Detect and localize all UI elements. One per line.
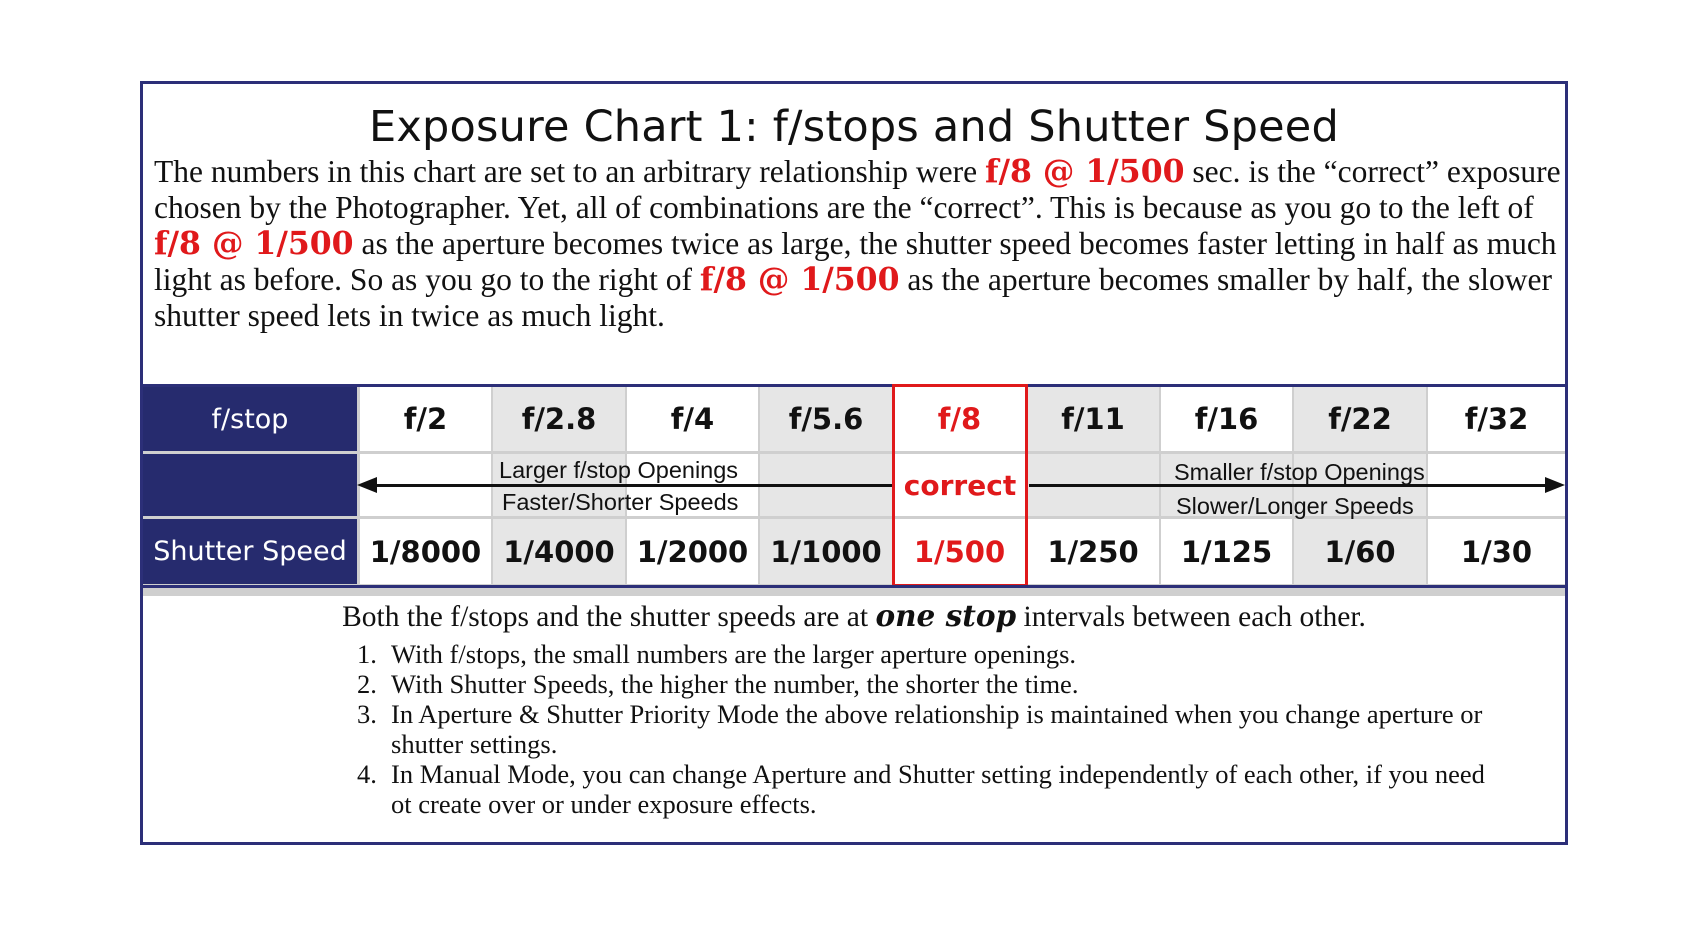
list-item xyxy=(357,699,1507,759)
shutter-speed-cell: 1/60 xyxy=(1294,519,1426,584)
footer-lead-a: Both the f/stops and the shutter speeds are at xyxy=(342,601,869,633)
shutter-speed-cell: 1/125 xyxy=(1161,519,1292,584)
list-item-number: 3. xyxy=(357,699,377,729)
list-item-text: With f/stops, the small numbers are the larger aperture openings. xyxy=(391,639,1077,669)
list-item-text: In Manual Mode, you can change Aperture and Shutter setting independently of each other, if you need ot create over or under exposure effects. xyxy=(391,759,1485,819)
fstop-cell: f/5.6 xyxy=(760,387,892,451)
list-item-number: 2. xyxy=(357,669,377,699)
intro-text-1: The numbers in this chart are set to an arbitrary relationship were xyxy=(154,154,978,189)
fstop-cell: f/2 xyxy=(360,387,491,451)
shutter-speed-cell: 1/30 xyxy=(1428,519,1565,584)
exposure-chart-frame xyxy=(140,81,1568,845)
shutter-speed-cell: 1/8000 xyxy=(360,519,491,584)
fstop-cell: f/32 xyxy=(1428,387,1565,451)
intro-text-4: as the aperture becomes smaller by half, the slower shutter speed lets in twice as much light. xyxy=(154,262,1553,333)
left-bottom-label: Faster/Shorter Speeds xyxy=(502,489,739,515)
footer-notes xyxy=(143,598,1565,819)
list-item-number: 1. xyxy=(357,639,377,669)
right-arrowhead-icon xyxy=(1545,476,1565,494)
left-top-label: Larger f/stop Openings xyxy=(499,457,739,483)
right-top-label: Smaller f/stop Openings xyxy=(1174,459,1425,485)
list-item xyxy=(357,669,1507,699)
shutter-speed-cell: 1/4000 xyxy=(493,519,625,584)
shutter-speed-cell: 1/2000 xyxy=(627,519,758,584)
row-header-shutter-speed: Shutter Speed xyxy=(143,519,357,584)
list-item-text: With Shutter Speeds, the higher the number, the shorter the time. xyxy=(391,669,1079,699)
fstop-cell: f/4 xyxy=(627,387,758,451)
list-item xyxy=(357,759,1507,819)
exposure-table xyxy=(143,386,1565,596)
intro-paragraph xyxy=(154,154,1564,334)
highlight-correct-1: f/8 @ 1/500 xyxy=(984,153,1185,190)
row-header-blank xyxy=(143,454,357,516)
intro-text-3: as the aperture becomes twice as large, the shutter speed becomes faster letting in half as much light as before. So as you go to the right of xyxy=(154,226,1557,297)
shutter-speed-cell: 1/500 xyxy=(894,519,1025,584)
intro-text-2: sec. is the “correct” exposure chosen by the Photographer. Yet, all of combinations are the “correct”. This is because as you go to the left of xyxy=(154,154,1561,225)
fstop-cell: f/22 xyxy=(1294,387,1426,451)
fstop-cell: f/11 xyxy=(1027,387,1159,451)
list-item-number: 4. xyxy=(357,759,377,789)
fstop-cell: f/16 xyxy=(1161,387,1292,451)
shutter-speed-cell: 1/250 xyxy=(1027,519,1159,584)
correct-label: correct xyxy=(903,468,1017,502)
row-header-fstop: f/stop xyxy=(143,387,357,451)
highlight-correct-2: f/8 @ 1/500 xyxy=(154,225,354,262)
footer-lead-emphasis: one stop xyxy=(875,598,1017,633)
list-item-text: In Aperture & Shutter Priority Mode the above relationship is maintained when you change aperture or shutter settings. xyxy=(391,699,1483,759)
list-item xyxy=(357,639,1507,669)
table-bottom-rule xyxy=(143,585,1565,588)
footer-lead xyxy=(143,599,1565,634)
left-arrowhead-icon xyxy=(357,476,377,494)
fstop-cell: f/2.8 xyxy=(493,387,625,451)
shutter-speed-cell: 1/1000 xyxy=(760,519,892,584)
right-bottom-label: Slower/Longer Speeds xyxy=(1176,493,1414,519)
left-arrow-line xyxy=(365,484,892,487)
fstop-cell: f/8 xyxy=(894,387,1025,451)
highlight-correct-3: f/8 @ 1/500 xyxy=(699,261,900,298)
footer-lead-b: intervals between each other. xyxy=(1023,601,1366,633)
footer-list xyxy=(357,639,1507,819)
page-title: Exposure Chart 1: f/stops and Shutter Speed xyxy=(369,102,1339,152)
